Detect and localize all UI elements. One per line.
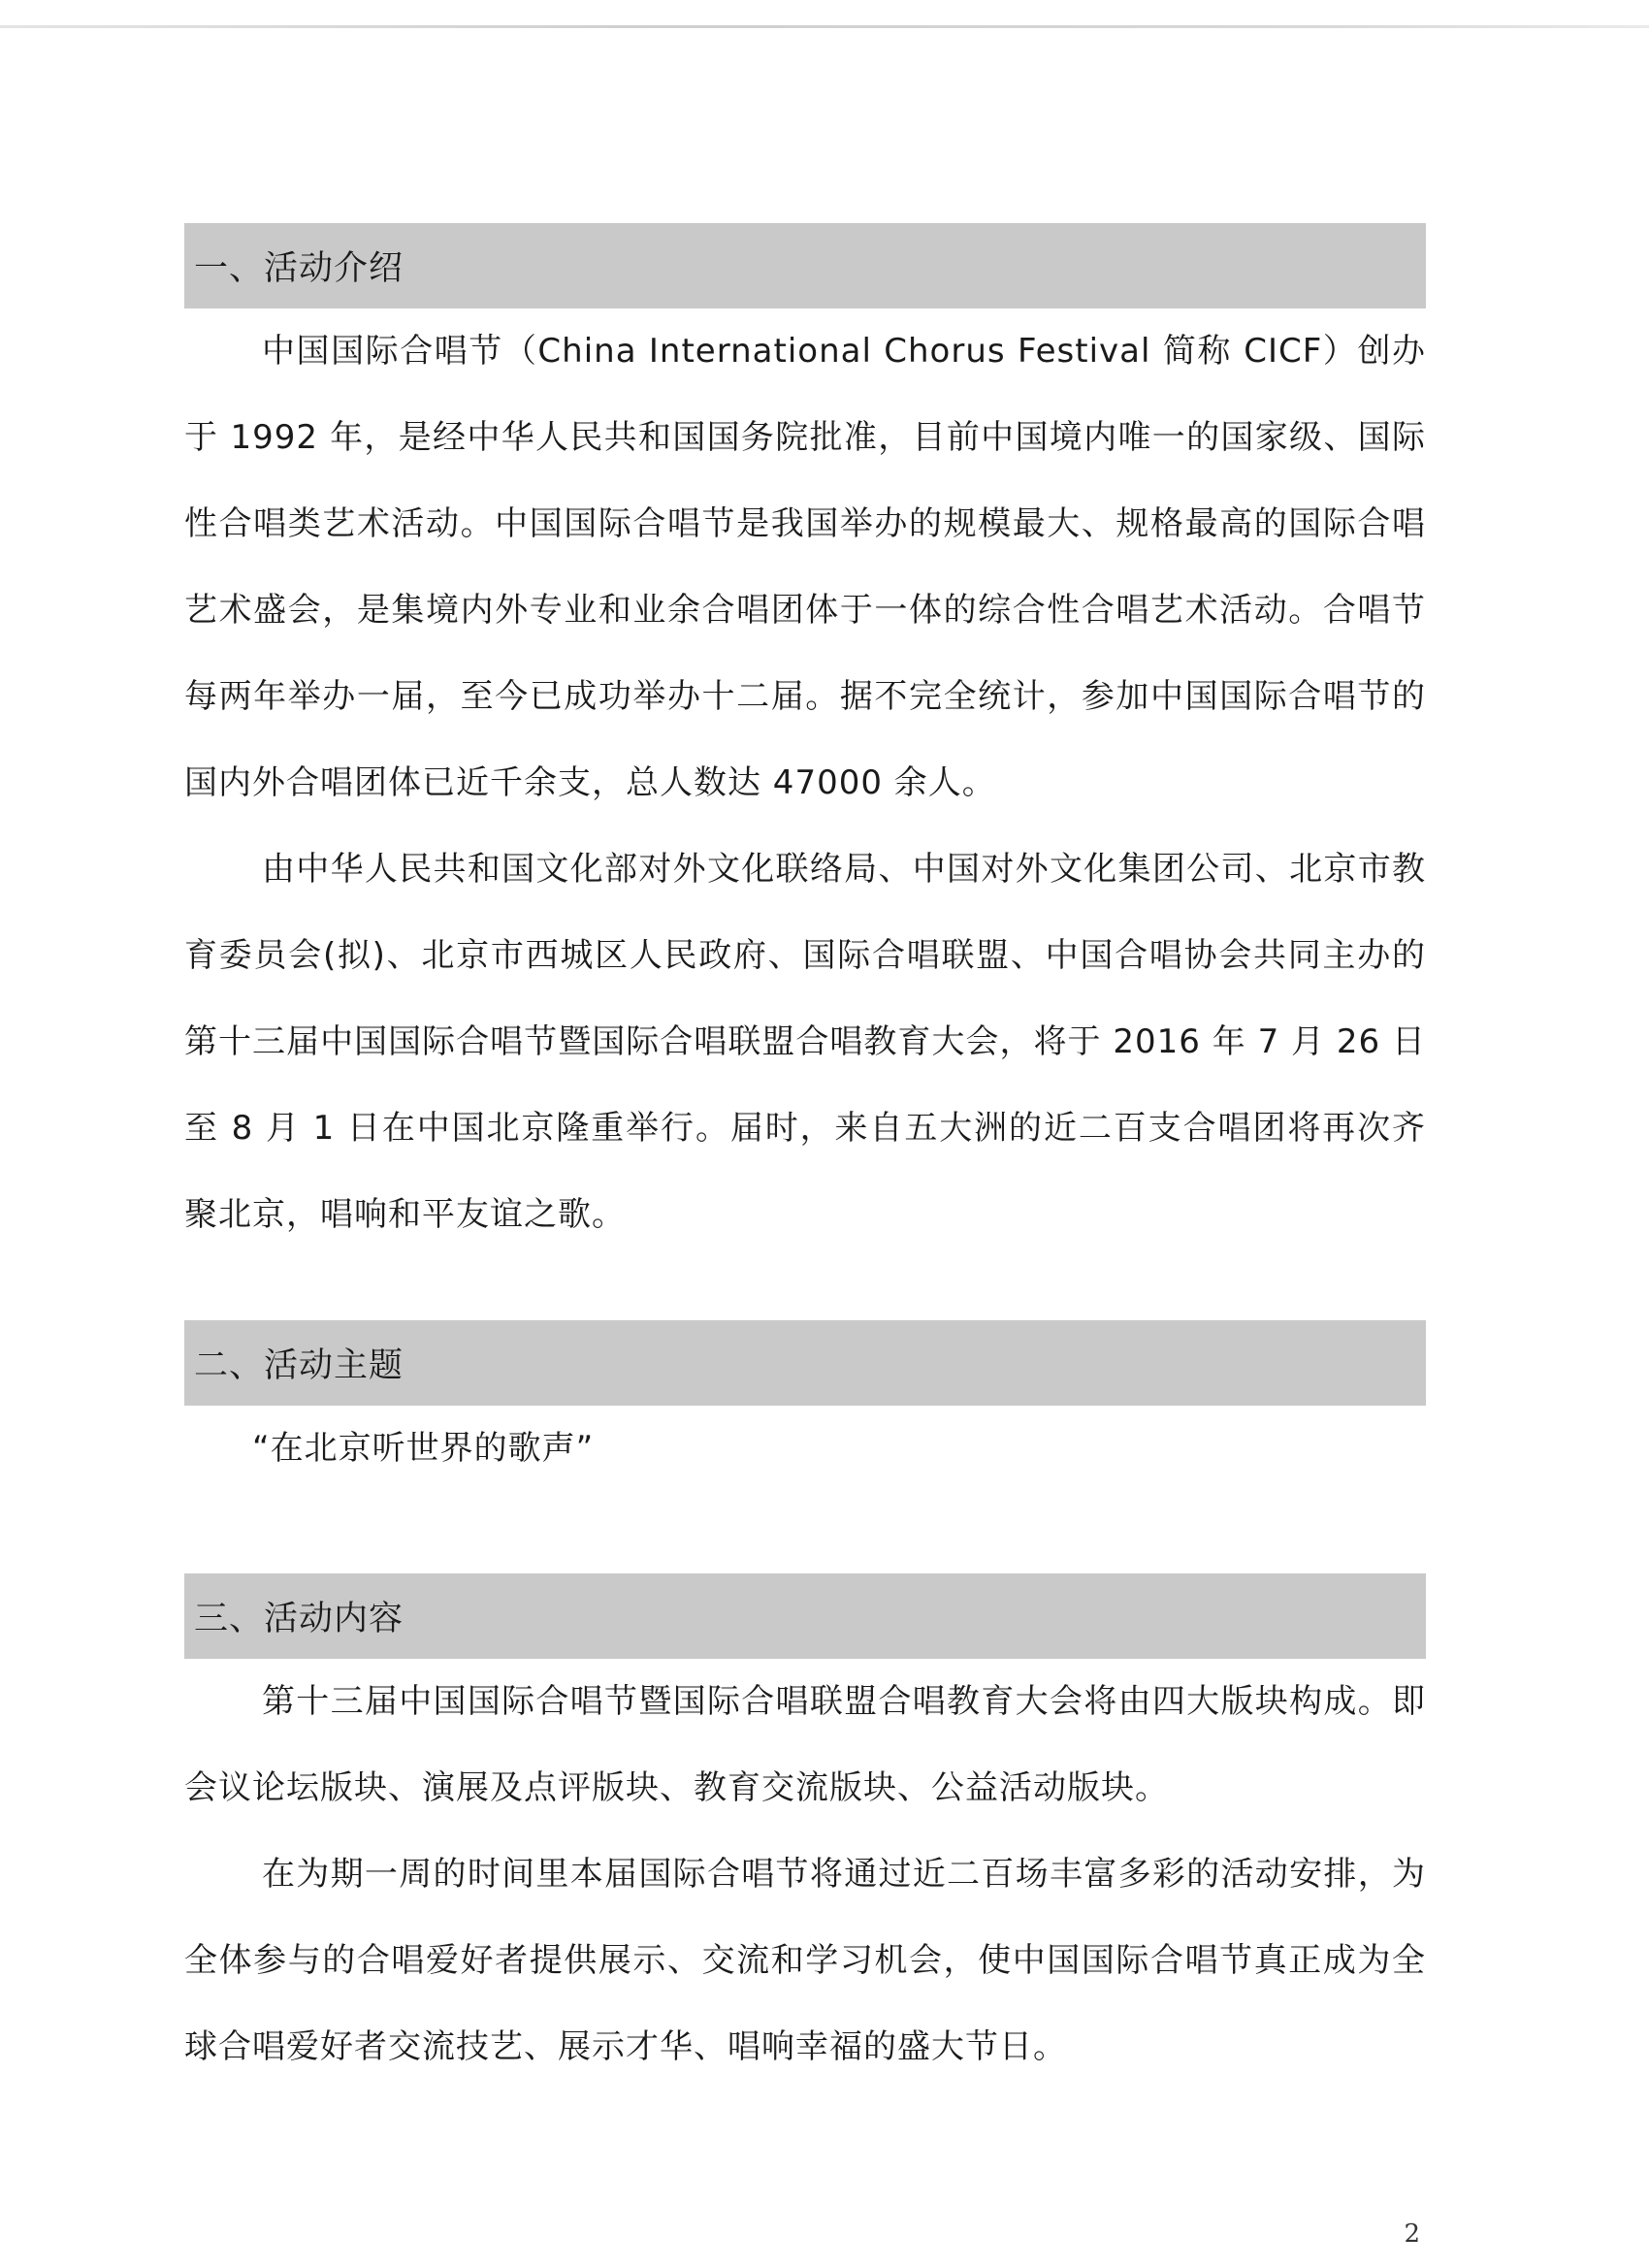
section-heading-content: 三、活动内容 [184, 1573, 1426, 1659]
section-heading-theme: 二、活动主题 [184, 1320, 1426, 1406]
theme-slogan: “在北京听世界的歌声” [252, 1429, 595, 1468]
section-spacer [184, 1258, 1426, 1320]
content-paragraph-1: 第十三届中国国际合唱节暨国际合唱联盟合唱教育大会将由四大版块构成。即会议论坛版块、演展及点评版块、教育交流版块、公益活动版块。 [184, 1682, 1426, 1807]
document-body [184, 223, 1426, 2090]
page-number: 2 [1404, 2219, 1420, 2249]
section-spacer [184, 1492, 1426, 1573]
intro-paragraph-2: 由中华人民共和国文化部对外文化联络局、中国对外文化集团公司、北京市教育委员会(拟)、北京市西城区人民政府、国际合唱联盟、中国合唱协会共同主办的第十三届中国国际合唱节暨国际合唱联盟合唱教育大会，将于 2016 年 7 月 26 日至 8 月 1 日在中国北京隆重举行。届时，来自五大洲的近二百支合唱团将再次齐聚北京，唱响和平友谊之歌。 [184, 850, 1426, 1234]
intro-paragraph-1: 中国国际合唱节（China International Chorus Festival 简称 CICF）创办于 1992 年，是经中华人民共和国国务院批准，目前中国境内唯一的国家级、国际性合唱类艺术活动。中国国际合唱节是我国举办的规模最大、规格最高的国际合唱艺术盛会，是集境内外专业和业余合唱团体于一体的综合性合唱艺术活动。合唱节每两年举办一届，至今已成功举办十二届。据不完全统计，参加中国国际合唱节的国内外合唱团体已近千余支，总人数达 47000 余人。 [184, 332, 1426, 802]
scan-edge-line [0, 25, 1649, 28]
section-heading-introduction: 一、活动介绍 [184, 223, 1426, 308]
content-paragraph-2: 在为期一周的时间里本届国际合唱节将通过近二百场丰富多彩的活动安排，为全体参与的合唱爱好者提供展示、交流和学习机会，使中国国际合唱节真正成为全球合唱爱好者交流技艺、展示才华、唱响幸福的盛大节日。 [184, 1855, 1426, 2066]
